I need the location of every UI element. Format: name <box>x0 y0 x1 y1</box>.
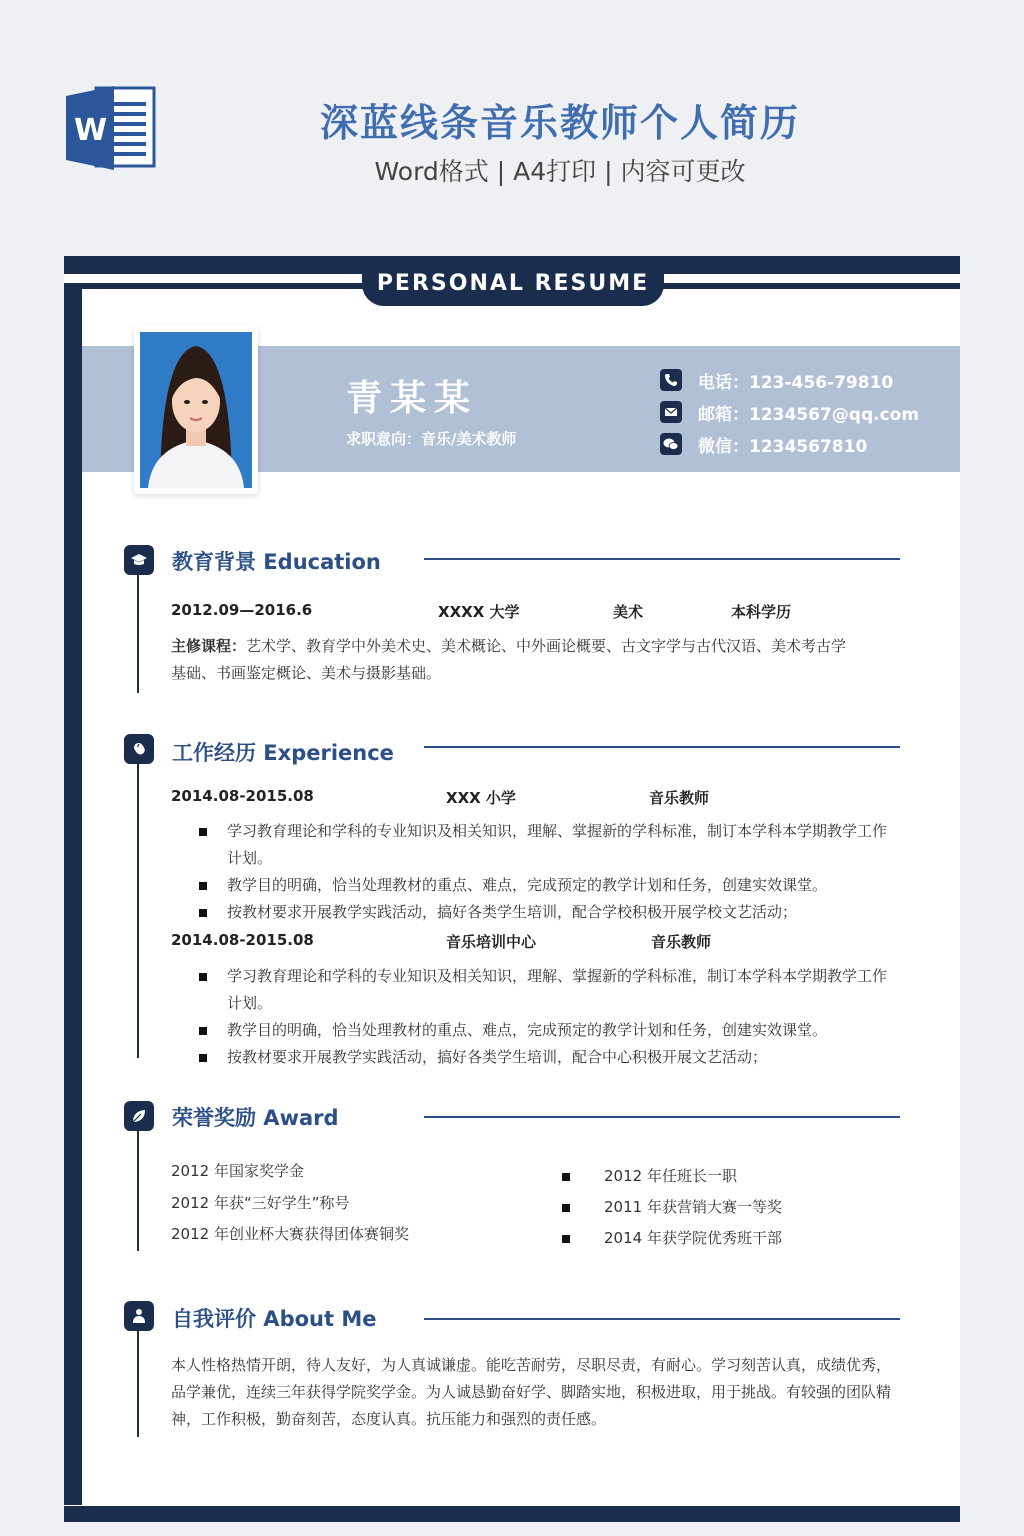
education-date: 2012.09—2016.6 <box>171 601 313 619</box>
education-degree: 本科学历 <box>731 603 792 621</box>
contact-phone-text: 电话：123-456-79810 <box>698 372 894 393</box>
award-left-2: 2012 年获“三好学生”称号 <box>171 1194 350 1212</box>
courses-line1: 艺术学、教育学中外美术史、美术概论、中外画论概要、古文字学与古代汉语、美术考古学 <box>246 637 847 655</box>
job1-date: 2014.08-2015.08 <box>171 787 314 805</box>
contact-email <box>660 400 919 424</box>
education-courses <box>171 633 891 687</box>
banner-subtitle: Word格式 | A4打印 | 内容可更改 <box>374 157 746 186</box>
job1-role: 音乐教师 <box>649 789 710 807</box>
leaf-icon <box>124 1101 154 1131</box>
contact-email-text: 邮箱：1234567@qq.com <box>698 404 920 425</box>
bullet-icon <box>199 909 207 917</box>
person-icon <box>124 1301 154 1331</box>
graduation-cap-icon <box>124 545 154 575</box>
list-item: 教学目的明确，恰当处理教材的重点、难点，完成预定的教学计划和任务，创建实效课堂。 <box>199 1017 895 1044</box>
word-logo-letter: W <box>74 113 108 148</box>
experience-timeline <box>137 764 139 1058</box>
contact-wechat-text: 微信：1234567810 <box>698 436 868 457</box>
mail-icon <box>660 401 682 423</box>
banner-title: 深蓝线条音乐教师个人简历 <box>319 101 800 145</box>
bullet-icon <box>199 1027 207 1035</box>
courses-label: 主修课程： <box>171 637 247 655</box>
job2-role: 音乐教师 <box>651 933 712 951</box>
education-rule <box>424 558 900 560</box>
bullet-icon <box>199 1054 207 1062</box>
about-title: 自我评价 About Me <box>172 1307 377 1331</box>
about-text: 本人性格热情开朗，待人友好，为人真诚谦虚。能吃苦耐劳，尽职尽责，有耐心。学习刻苦认真，成绩优秀，品学兼优，连续三年获得学院奖学金。为人诚恳勤奋好学、脚踏实地，积极进取，用于挑战。有较强的团队精神，工作积极，勤奋刻苦，态度认真。抗压能力和强烈的责任感。 <box>171 1356 892 1428</box>
profile-photo <box>140 332 252 488</box>
wechat-icon <box>660 433 682 455</box>
contact-phone <box>660 368 893 392</box>
bullet-icon <box>562 1235 570 1243</box>
job2-date: 2014.08-2015.08 <box>171 931 314 949</box>
award-left-1: 2012 年国家奖学金 <box>171 1162 304 1180</box>
award-timeline <box>137 1131 139 1251</box>
bullet-icon <box>562 1173 570 1181</box>
job1-org: XXX 小学 <box>446 789 516 807</box>
job2-bullets <box>199 963 895 1071</box>
list-item: 按教材要求开展教学实践活动，搞好各类学生培训，配合中心积极开展文艺活动； <box>199 1044 895 1071</box>
experience-title: 工作经历 Experience <box>172 741 394 765</box>
bullet-icon <box>199 882 207 890</box>
job-intent: 求职意向：音乐/美术教师 <box>346 430 517 448</box>
contact-wechat <box>660 432 867 456</box>
bullet-icon <box>199 828 207 836</box>
about-rule <box>424 1318 900 1320</box>
job1-bullets <box>199 818 895 926</box>
education-timeline <box>137 575 139 693</box>
job2-org: 音乐培训中心 <box>446 933 537 951</box>
education-major: 美术 <box>613 603 644 621</box>
experience-rule <box>424 746 900 748</box>
bullet-icon <box>562 1204 570 1212</box>
education-title: 教育背景 Education <box>172 550 381 574</box>
list-item: 学习教育理论和学科的专业知识及相关知识，理解、掌握新的学科标准，制订本学科本学期教学工作计划。 <box>199 818 895 872</box>
list-item: 2014 年获学院优秀班干部 <box>562 1223 892 1254</box>
bottom-frame-bar <box>64 1506 960 1522</box>
award-right-list <box>562 1161 892 1254</box>
award-left-3: 2012 年创业杯大赛获得团体赛铜奖 <box>171 1225 409 1243</box>
list-item: 2012 年任班长一职 <box>562 1161 892 1192</box>
bullet-icon <box>199 973 207 981</box>
mouse-icon <box>124 734 154 764</box>
about-timeline <box>137 1331 139 1437</box>
courses-line2: 基础、书画鉴定概论、美术与摄影基础。 <box>171 664 442 682</box>
award-title: 荣誉奖励 Award <box>172 1106 339 1130</box>
personal-resume-tab: PERSONAL RESUME <box>362 262 664 306</box>
education-school: XXXX 大学 <box>438 603 520 621</box>
award-rule <box>424 1116 900 1118</box>
word-logo-icon <box>66 82 156 172</box>
left-frame-bar <box>64 289 82 1505</box>
list-item: 教学目的明确，恰当处理教材的重点、难点，完成预定的教学计划和任务，创建实效课堂。 <box>199 872 895 899</box>
phone-icon <box>660 369 682 391</box>
list-item: 学习教育理论和学科的专业知识及相关知识，理解、掌握新的学科标准，制订本学科本学期教学工作计划。 <box>199 963 895 1017</box>
list-item: 按教材要求开展教学实践活动，搞好各类学生培训，配合学校积极开展学校文艺活动； <box>199 899 895 926</box>
candidate-name: 青某某 <box>346 378 479 419</box>
list-item: 2011 年获营销大赛一等奖 <box>562 1192 892 1223</box>
